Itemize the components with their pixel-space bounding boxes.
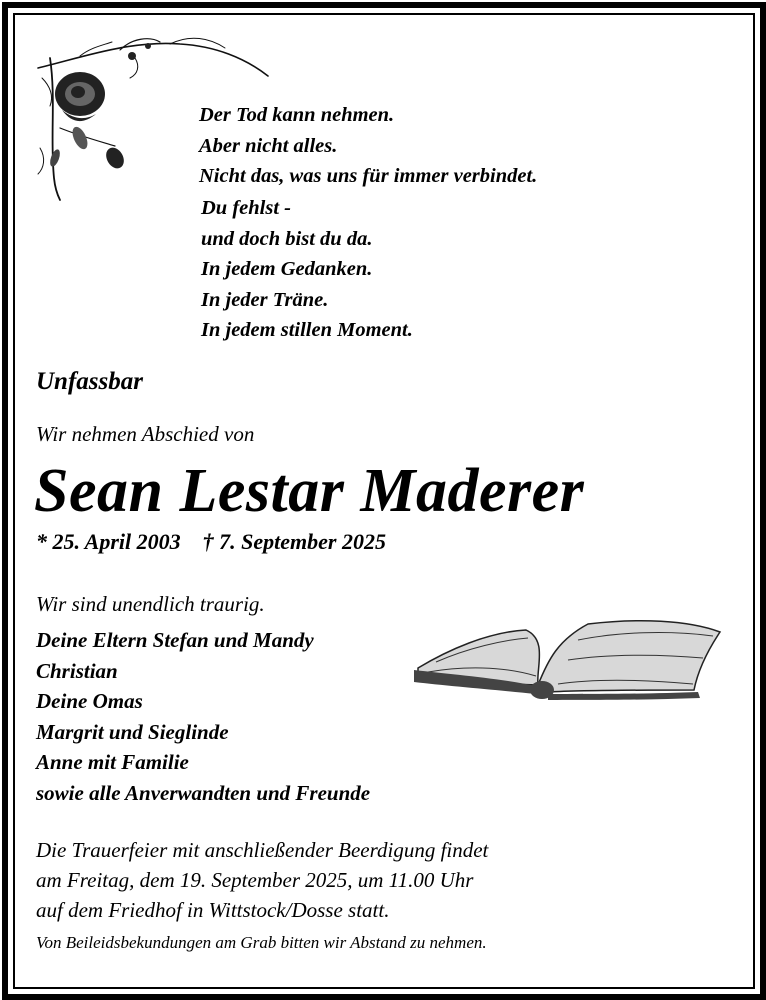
poem-line: In jedem Gedanken. <box>201 258 373 280</box>
poem-line: Nicht das, was uns für immer verbindet. <box>199 165 538 187</box>
mourner-line: Deine Omas <box>36 689 143 713</box>
death-date: † 7. September 2025 <box>202 529 386 554</box>
heading: Unfassbar <box>36 368 143 395</box>
poem-line: In jeder Träne. <box>201 288 329 311</box>
mourner-line: Christian <box>36 658 118 683</box>
deceased-name: Sean Lestar Maderer <box>34 457 585 525</box>
funeral-service-info <box>36 835 488 925</box>
life-dates <box>36 529 386 555</box>
sorrow-text: Wir sind unendlich traurig. <box>36 592 265 616</box>
poem-stanza-2 <box>201 193 413 346</box>
mourner-line: Margrit und Sieglinde <box>36 719 229 744</box>
poem-line: Der Tod kann nehmen. <box>199 104 395 126</box>
mourner-line: sowie alle Anverwandten und Freunde <box>36 780 371 805</box>
poem-line: Du fehlst - <box>201 197 291 219</box>
service-line: auf dem Friedhof in Wittstock/Dosse statt. <box>36 898 390 922</box>
mourner-line: Deine Eltern Stefan und Mandy <box>36 628 314 652</box>
service-line: Die Trauerfeier mit anschließender Beerdigung findet <box>36 838 489 862</box>
mourners-list <box>36 625 370 808</box>
birth-date: * 25. April 2003 <box>36 529 181 554</box>
condolence-note: Von Beileidsbekundungen am Grab bitten wir Abstand zu nehmen. <box>36 933 487 952</box>
poem-stanza-1 <box>199 100 537 192</box>
notice-frame <box>2 2 766 1000</box>
poem-line: und doch bist du da. <box>201 227 373 250</box>
poem-line: Aber nicht alles. <box>199 134 338 157</box>
open-book-icon <box>408 610 728 705</box>
intro-text: Wir nehmen Abschied von <box>36 422 255 446</box>
mourner-line: Anne mit Familie <box>36 750 189 774</box>
poem-line: In jedem stillen Moment. <box>201 319 413 341</box>
service-line: am Freitag, dem 19. September 2025, um 11.00 Uhr <box>36 868 474 892</box>
